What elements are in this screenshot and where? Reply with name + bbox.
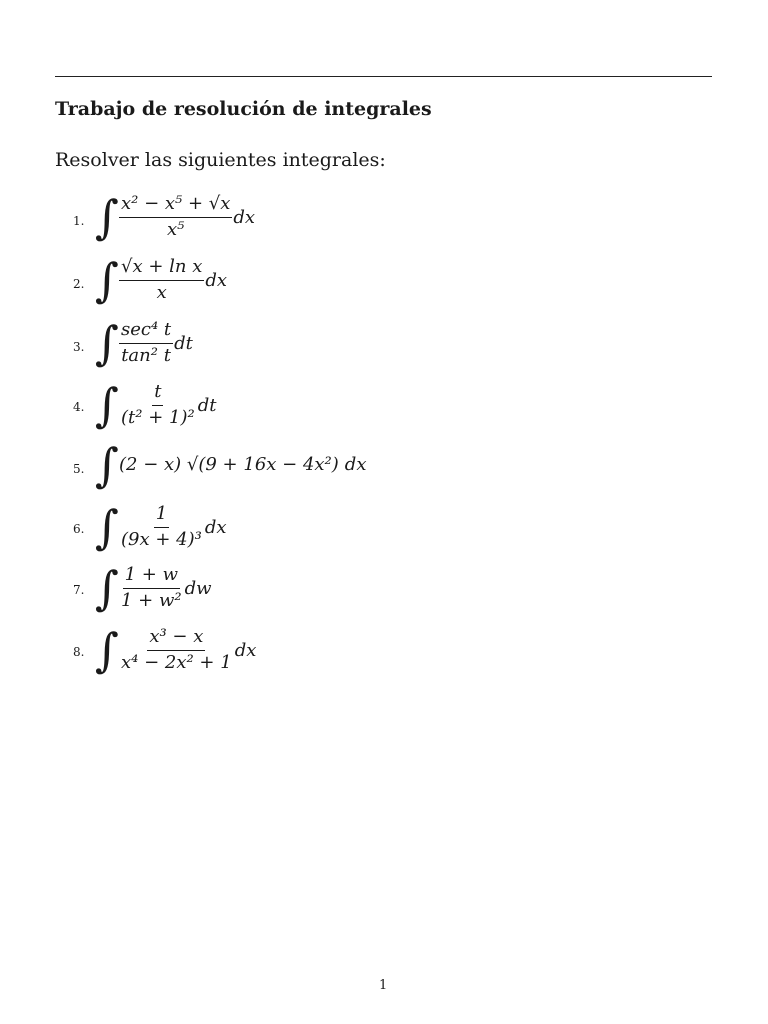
denominator: 1 + w² bbox=[121, 589, 182, 611]
fraction bbox=[119, 194, 232, 240]
numerator: 1 + w bbox=[123, 565, 180, 589]
fraction bbox=[119, 320, 173, 366]
denominator: tan² t bbox=[121, 344, 171, 366]
numerator: t bbox=[152, 382, 163, 406]
integrand-expression bbox=[119, 504, 227, 550]
differential: dt bbox=[197, 394, 217, 416]
integrand-expression bbox=[119, 627, 256, 673]
item-number: 6. bbox=[73, 522, 85, 536]
differential: dx bbox=[234, 639, 257, 661]
differential: dx bbox=[205, 269, 228, 291]
integrand-expression bbox=[119, 382, 216, 428]
differential: dw bbox=[184, 577, 212, 599]
integral-sign: ∫ bbox=[95, 253, 119, 307]
differential: dx bbox=[204, 516, 227, 538]
numerator: x² − x⁵ + √x bbox=[119, 194, 232, 218]
intro-text: Resolver las siguientes integrales: bbox=[55, 149, 386, 171]
numerator: sec⁴ t bbox=[119, 320, 173, 344]
numerator: √x + ln x bbox=[119, 257, 204, 281]
integrand-expression bbox=[119, 565, 212, 611]
header-rule bbox=[55, 76, 712, 77]
integrand-expression bbox=[119, 320, 193, 366]
differential: dx bbox=[344, 454, 367, 475]
fraction bbox=[119, 504, 204, 550]
numerator: 1 bbox=[154, 504, 169, 528]
integral-sign: ∫ bbox=[95, 500, 119, 554]
integrand-expression bbox=[119, 194, 255, 240]
integral-sign: ∫ bbox=[95, 190, 119, 244]
fraction bbox=[119, 382, 197, 428]
item-number: 1. bbox=[73, 214, 85, 228]
integral-sign: ∫ bbox=[95, 438, 119, 492]
fraction bbox=[119, 565, 184, 611]
page-number: 1 bbox=[379, 978, 388, 993]
fraction bbox=[119, 257, 204, 303]
numerator: x³ − x bbox=[147, 627, 205, 651]
integrand-expression bbox=[119, 257, 227, 303]
integral-sign: ∫ bbox=[95, 623, 119, 677]
document-title: Trabajo de resolución de integrales bbox=[55, 98, 432, 120]
denominator: x⁵ bbox=[167, 218, 185, 240]
denominator: x bbox=[156, 281, 167, 303]
item-number: 2. bbox=[73, 277, 85, 291]
differential: dx bbox=[233, 206, 256, 228]
integrand-expression bbox=[119, 454, 366, 475]
differential: dt bbox=[174, 332, 193, 354]
denominator: x⁴ − 2x² + 1 bbox=[121, 651, 232, 673]
item-number: 3. bbox=[73, 340, 85, 354]
fraction bbox=[119, 627, 234, 673]
integral-sign: ∫ bbox=[95, 316, 119, 370]
integrand: (2 − x) √(9 + 16x − 4x²) bbox=[119, 454, 339, 475]
item-number: 5. bbox=[73, 462, 85, 476]
denominator: (9x + 4)³ bbox=[121, 528, 202, 550]
integral-sign: ∫ bbox=[95, 378, 119, 432]
item-number: 4. bbox=[73, 400, 85, 414]
integral-sign: ∫ bbox=[95, 561, 119, 615]
item-number: 8. bbox=[73, 645, 85, 659]
denominator: (t² + 1)² bbox=[121, 406, 195, 428]
item-number: 7. bbox=[73, 583, 85, 597]
